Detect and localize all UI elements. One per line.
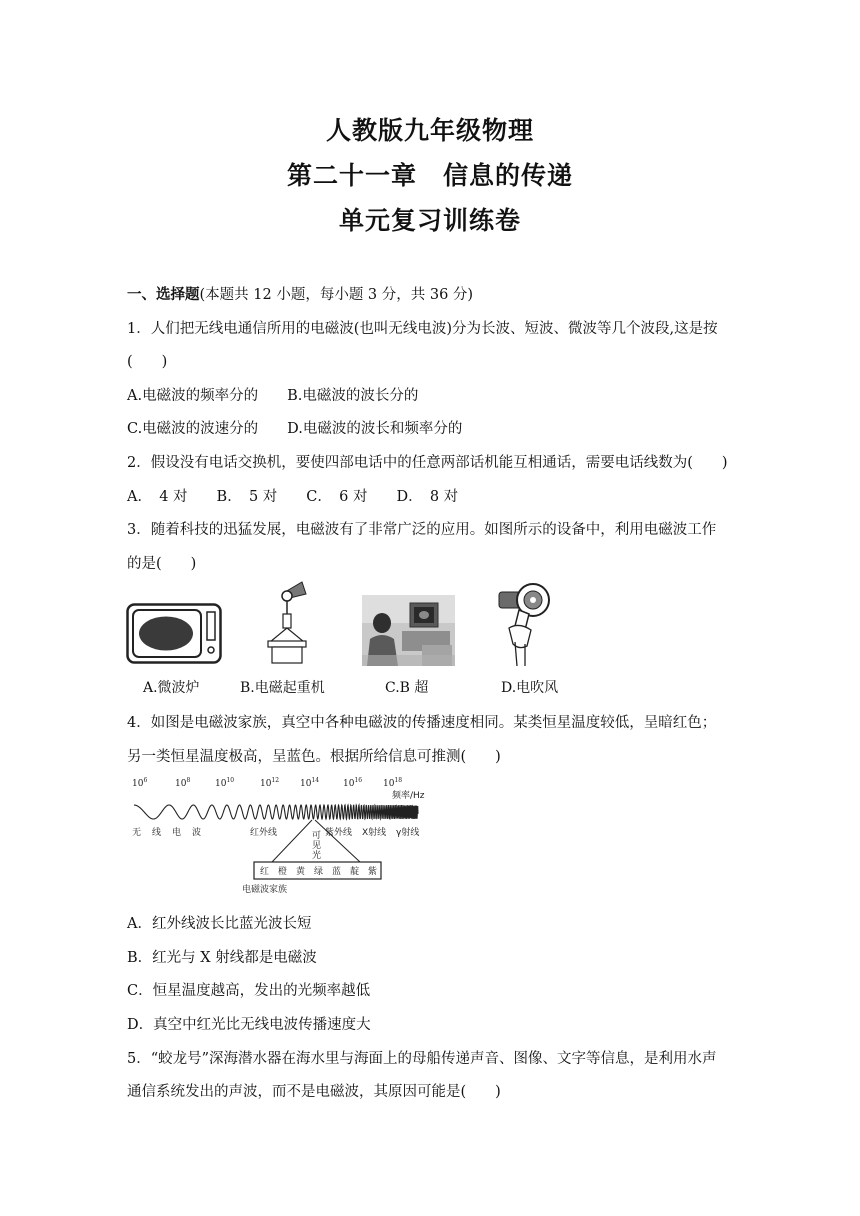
tick-label-1e16: $10^{16}$ [343, 777, 363, 789]
diagram-caption: 电磁波家族 [242, 885, 288, 895]
section-heading-label: 一、选择题 [127, 287, 200, 303]
tick-label-1e6: $10^6$ [132, 777, 148, 789]
ultrasound-photo [362, 595, 455, 666]
question-2-options: A． 4 对 B． 5 对 C． 6 对 D． 8 对 [127, 489, 459, 505]
question-3-stem-cont: 的是( ) [127, 556, 197, 572]
frequency-tick-labels [132, 777, 402, 789]
question-1-options-cd: C.电磁波的波速分的 D.电磁波的波长和频率分的 [127, 421, 463, 437]
section-heading-note: (本题共 12 小题，每小题 3 分，共 36 分) [199, 287, 474, 303]
option-a-caption: A.微波炉 [143, 680, 200, 696]
question-4-option-c: C．恒星温度越高，发出的光频率越低 [127, 983, 371, 999]
band-gamma-label: γ射线 [396, 828, 420, 838]
option-b-caption: B.电磁起重机 [240, 680, 325, 696]
visible-color-list: 红 橙 黄 绿 蓝 靛 紫 [260, 867, 378, 877]
wave-curve [134, 805, 418, 819]
question-1-blank: ( ) [127, 354, 168, 370]
band-radio-label: 无 线 电 波 [132, 828, 203, 838]
chapter-title: 第二十一章 信息的传递 [286, 161, 573, 190]
question-1-stem: 1．人们把无线电通信所用的电磁波(也叫无线电波)分为长波、短波、微波等几个波段,这是按 [127, 321, 718, 337]
question-5-stem: 5．“蛟龙号”深海潜水器在海水里与海面上的母船传递声音、图像、文字等信息，是利用水声 [127, 1051, 717, 1067]
band-infrared-label: 红外线 [250, 828, 278, 838]
tick-label-1e8: $10^8$ [175, 777, 191, 789]
svg-text:可: 可 [312, 831, 322, 841]
tick-label-1e10: $10^{10}$ [215, 777, 235, 789]
tick-label-1e18: $10^{18}$ [383, 777, 403, 789]
svg-text:光: 光 [312, 851, 322, 861]
electromagnetic-crane-icon [256, 580, 326, 670]
question-4-stem-cont: 另一类恒星温度极高，呈蓝色。根据所给信息可推测( ) [127, 749, 501, 765]
section-heading [127, 283, 473, 304]
question-3-stem: 3．随着科技的迅猛发展，电磁波有了非常广泛的应用。如图所示的设备中，利用电磁波工作 [127, 522, 717, 538]
question-4-stem: 4．如图是电磁波家族，真空中各种电磁波的传播速度相同。某类恒星温度较低，呈暗红色； [127, 715, 717, 731]
question-2-stem: 2．假设没有电话交换机，要使四部电话中的任意两部话机能互相通话，需要电话线数为( ) [127, 455, 728, 471]
exam-title: 单元复习训练卷 [338, 206, 521, 235]
frequency-unit-label: 频率/Hz [392, 791, 425, 801]
tick-label-1e12: $10^{12}$ [260, 777, 280, 789]
em-spectrum-diagram [126, 774, 426, 898]
hair-dryer-icon [495, 578, 555, 668]
question-4-option-b: B．红光与 X 射线都是电磁波 [127, 950, 317, 966]
option-d-caption: D.电吹风 [501, 680, 559, 696]
question-4-option-a: A．红外线波长比蓝光波长短 [127, 916, 312, 932]
option-c-caption: C.B 超 [385, 680, 429, 696]
question-5-stem-cont: 通信系统发出的声波，而不是电磁波，其原因可能是( ) [127, 1084, 501, 1100]
band-xray-label: X射线 [362, 828, 387, 838]
band-uv-label: 紫外线 [325, 828, 353, 838]
visible-bracket-left [272, 820, 312, 862]
question-4-option-d: D．真空中红光比无线电波传播速度大 [127, 1017, 371, 1033]
document-title: 人教版九年级物理 [325, 116, 534, 145]
visible-bracket-right [315, 820, 360, 862]
tick-label-1e14: $10^{14}$ [300, 777, 320, 789]
svg-text:见: 见 [312, 841, 322, 851]
microwave-oven-icon [126, 603, 222, 665]
band-visible-label [312, 830, 321, 861]
question-1-options-ab: A.电磁波的频率分的 B.电磁波的波长分的 [127, 388, 419, 404]
